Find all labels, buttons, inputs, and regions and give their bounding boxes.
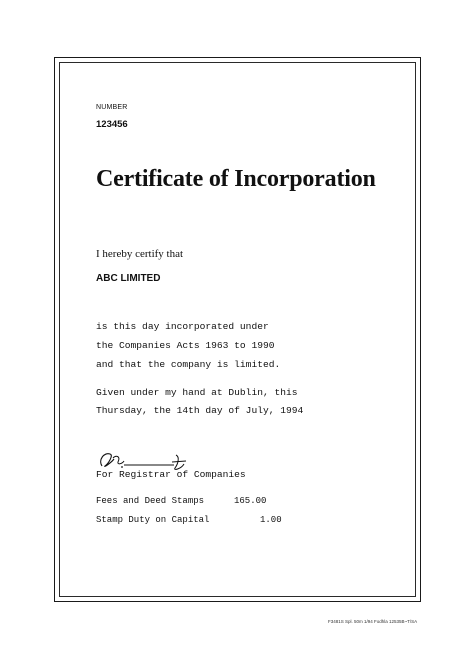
- stamp-duty-label: Stamp Duty on Capital: [96, 515, 210, 525]
- fees-value: 165.00: [234, 496, 267, 506]
- certificate-title: Certificate of Incorporation: [96, 166, 376, 192]
- given-line-2: Thursday, the 14th day of July, 1994: [96, 405, 304, 416]
- stamp-duty-value: 1.00: [260, 515, 282, 525]
- incorporation-line-1: is this day incorporated under: [96, 321, 269, 332]
- print-code: F3481S Spl. 50m 1/94 Fodhla 12535B~T/SA: [328, 619, 418, 624]
- incorporation-line-2: the Companies Acts 1963 to 1990: [96, 340, 275, 351]
- company-name: ABC LIMITED: [96, 273, 161, 284]
- incorporation-line-3: and that the company is limited.: [96, 359, 281, 370]
- number-label: NUMBER: [96, 104, 128, 111]
- registrar-line: For Registrar of Companies: [96, 469, 246, 480]
- given-line-1: Given under my hand at Dublin, this: [96, 387, 298, 398]
- fees-label: Fees and Deed Stamps: [96, 496, 205, 506]
- certify-statement: I hereby certify that: [96, 248, 184, 260]
- certificate-number: 123456: [96, 119, 128, 130]
